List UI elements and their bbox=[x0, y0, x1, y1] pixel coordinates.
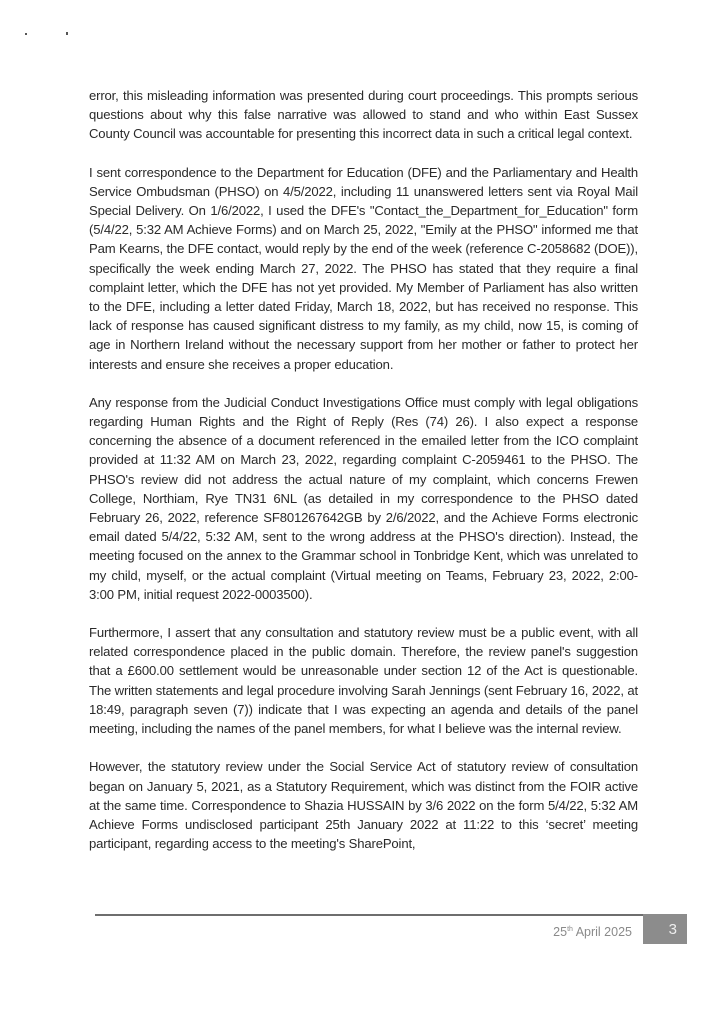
page-number-badge bbox=[643, 914, 687, 944]
paragraph: Furthermore, I assert that any consultation and statutory review must be a public event, with all related correspondence placed in the public domain. Therefore, the review panel's suggestion that a £600.00 settlement would be unreasonable under section 12 of the Act is questionable. The written statements and legal procedure involving Sarah Jennings (sent February 16, 2022, at 18:49, paragraph seven (7)) indicate that I was expecting an agenda and details of the panel meeting, including the names of the panel members, for what I believe was the internal review. bbox=[89, 625, 638, 737]
paragraph: Any response from the Judicial Conduct Investigations Office must comply with legal obligations regarding Human Rights and the Right of Reply (Res (74) 26). I also expect a response concerning the absence of a document referenced in the emailed letter from the ICO complaint provided at 11:32 AM on March 23, 2022, regarding complaint C-2059461 to the PHSO. The PHSO's review did not address the actual nature of my complaint, which concerns Frewen College, Northiam, Rye TN31 6NL (as detailed in my correspondence to the PHSO dated February 26, 2022, reference SF801267642GB by 2/6/2022, and the Achieve Forms electronic email dated 5/4/22, 5:32 AM, sent to the wrong address at the PHSO's direction). Instead, the meeting focused on the annex to the Grammar school in Tonbridge Kent, which was unrelated to my child, myself, or the actual complaint (Virtual meeting on Teams, February 23, 2022, 2:00-3:00 PM, initial request 2022-0003500). bbox=[89, 394, 638, 602]
footer-date-day: 25 bbox=[553, 925, 568, 939]
footer-date-rest: April 2025 bbox=[572, 925, 632, 939]
document-body bbox=[89, 86, 638, 872]
scan-artifact bbox=[66, 32, 68, 35]
footer-divider bbox=[95, 914, 643, 916]
page-number: 3 bbox=[668, 920, 677, 938]
paragraph: error, this misleading information was presented during court proceedings. This prompts serious questions about why this false narrative was allowed to stand and who within East Sussex County Council was accountable for presenting this incorrect data in such a critical legal context. bbox=[89, 88, 638, 142]
paragraph: However, the statutory review under the Social Service Act of statutory review of consultation began on January 5, 2021, as a Statutory Requirement, which was distinct from the FOIR active at the same time. Correspondence to Shazia HUSSAIN by 3/6 2022 on the form 5/4/22, 5:32 AM Achieve Forms undisclosed participant 25th January 2022 at 11:22 to this ‘secret’ meeting participant, regarding access to the meeting's SharePoint, bbox=[89, 759, 638, 852]
scan-artifact bbox=[25, 33, 27, 35]
paragraph: I sent correspondence to the Department for Education (DFE) and the Parliamentary and Health Service Ombudsman (PHSO) on 4/5/2022, including 11 unanswered letters sent via Royal Mail Special Delivery. On 1/6/2022, I used the DFE's "Contact_the_Department_for_Education" form (5/4/22, 5:32 AM Achieve Forms) and on March 25, 2022, "Emily at the PHSO" informed me that Pam Kearns, the DFE contact, would reply by the end of the week (reference C-2058682 (DOE)), specifically the week ending March 27, 2022. The PHSO has stated that they require a final complaint letter, which the DFE has not yet provided. My Member of Parliament has also written to the DFE, including a letter dated Friday, March 18, 2022, but has received no response. This lack of response has caused significant distress to my family, as my child, now 15, is coming of age in Northern Ireland without the necessary support from her mother or father to protect her interests and ensure she receives a proper education. bbox=[89, 164, 638, 372]
footer-date bbox=[553, 925, 632, 939]
footer-date-suffix: th bbox=[567, 926, 573, 933]
